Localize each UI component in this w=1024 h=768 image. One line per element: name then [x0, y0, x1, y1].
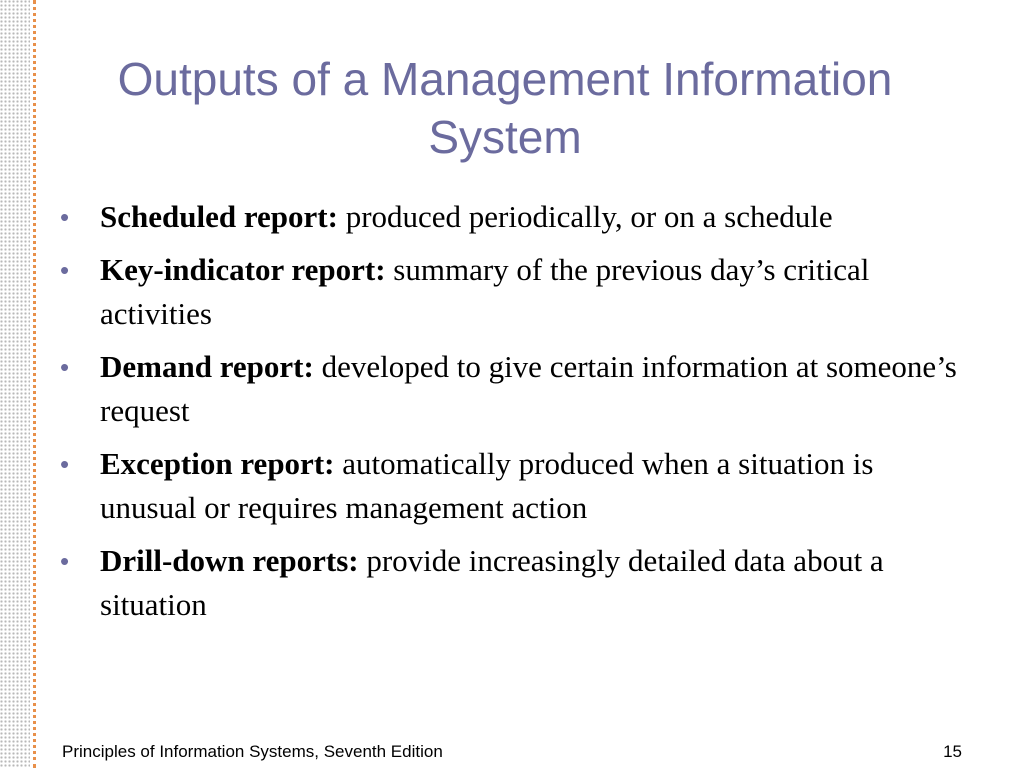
- bullet-item: [58, 539, 968, 627]
- bullet-item: [58, 195, 968, 239]
- bullet-icon: •: [60, 352, 70, 382]
- bullet-description: summary of the previous day’s critical activities: [100, 252, 870, 331]
- bullet-term: Scheduled report:: [100, 199, 346, 234]
- bullet-term: Key-indicator report:: [100, 252, 394, 287]
- page-number: 15: [943, 742, 962, 761]
- bullet-description: provide increasingly detailed data about a situation: [100, 543, 884, 622]
- decorative-dot-pattern: [0, 0, 30, 768]
- slide-title: Outputs of a Management Information System: [117, 53, 893, 163]
- footer-text: Principles of Information Systems, Seventh Edition: [62, 742, 443, 761]
- bullet-term: Demand report:: [100, 349, 322, 384]
- bullet-item: [58, 442, 968, 530]
- bullet-item: [58, 345, 968, 433]
- bullet-description: automatically produced when a situation is unusual or requires management action: [100, 446, 874, 525]
- decorative-dotted-line: [33, 0, 36, 768]
- bullet-description: developed to give certain information at someone’s request: [100, 349, 957, 428]
- bullet-icon: •: [60, 546, 70, 576]
- bullet-item: [58, 248, 968, 336]
- bullet-description: produced periodically, or on a schedule: [345, 199, 833, 234]
- bullet-icon: •: [60, 255, 70, 285]
- bullet-term: Exception report:: [100, 446, 343, 481]
- bullet-list: [58, 195, 968, 636]
- bullet-icon: •: [60, 449, 70, 479]
- bullet-icon: •: [60, 202, 70, 232]
- bullet-term: Drill-down reports:: [100, 543, 367, 578]
